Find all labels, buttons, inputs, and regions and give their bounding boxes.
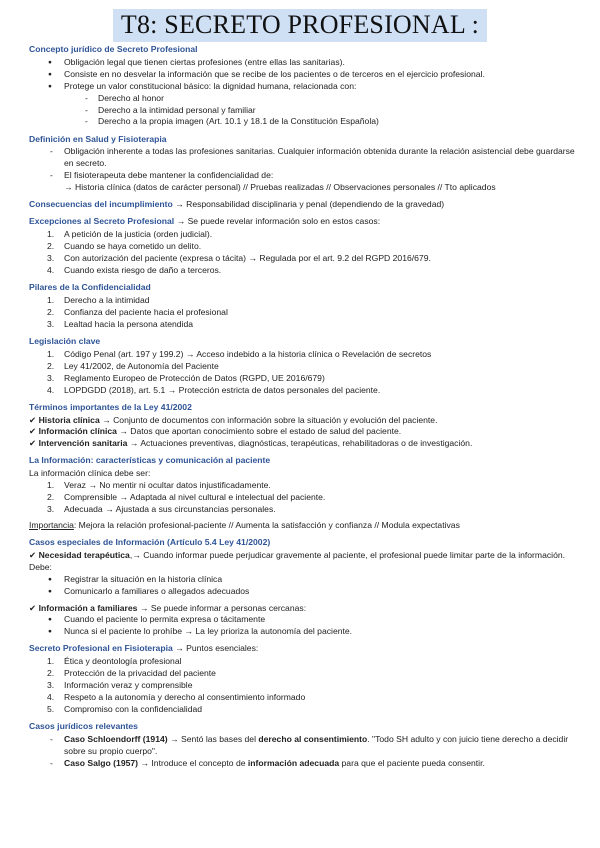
item-number: 2. (47, 306, 55, 317)
item-text: Protección de la privacidad del paciente (64, 668, 216, 679)
item-text: Con autorización del paciente (expresa o tácita) → Regulada por el art. 9.2 del RGPD 2016/679. (64, 253, 431, 264)
section-heading (29, 643, 575, 655)
case-label: ✔ Necesidad terapéutica (29, 549, 130, 560)
term-item (29, 438, 575, 450)
importance-label: Importancia (29, 519, 74, 530)
list-item: ● Comunicarlo a familiares o allegados adecuados (29, 586, 575, 598)
term-item (29, 415, 575, 427)
list-item (29, 758, 575, 770)
item-number: 3. (47, 318, 55, 329)
section-heading: Legislación clave (29, 335, 101, 346)
item-number: 1. (47, 480, 55, 491)
special-case (29, 603, 575, 615)
section-informacion (29, 455, 575, 531)
item-number: 4. (47, 384, 55, 395)
section-definicion (29, 134, 575, 195)
item-text: Ley 41/2002, de Autonomía del Paciente (64, 360, 219, 371)
item-text: A petición de la justicia (orden judicial). (64, 229, 213, 240)
item-number: 1. (47, 656, 55, 667)
list-item (29, 361, 575, 373)
term-text: → Actuaciones preventivas, diagnósticas, terapéuticas, rehabilitadoras o de investigación. (127, 438, 473, 449)
list-item: ● Registrar la situación en la historia clínica (29, 574, 575, 586)
bullet-list (29, 57, 575, 93)
list-item (29, 241, 575, 253)
bullet-list (29, 574, 575, 598)
dash-list (29, 146, 575, 194)
item-text: Compromiso con la confidencialidad (64, 704, 203, 714)
list-item: - Derecho a la propia imagen (Art. 10.1 y 18.1 de la Constitución Española) (29, 116, 575, 128)
list-item (29, 170, 575, 194)
dash-list (29, 734, 575, 770)
item-text: Comprensible → Adaptada al nivel cultural e intelectual del paciente. (64, 492, 326, 503)
list-item (29, 307, 575, 319)
item-text: Veraz → No mentir ni ocultar datos injustificadamente. (64, 480, 271, 491)
list-item (29, 253, 575, 265)
list-item: ● Consiste en no desvelar la información que se recibe de los pacientes o de terceros en el ejercicio profesional. (29, 69, 575, 81)
heading-rest: → Se puede revelar información solo en estos casos: (176, 216, 381, 227)
term-label: ✔ Historia clínica (29, 414, 100, 425)
list-item (29, 656, 575, 668)
term-text: → Conjunto de documentos con información sobre la situación y evolución del paciente. (99, 414, 438, 425)
item-text: Reglamento Europeo de Protección de Datos (RGPD, UE 2016/679) (64, 372, 325, 383)
list-item (29, 295, 575, 307)
term-label: ✔ Información clínica (29, 426, 117, 437)
heading-text: Consecuencias del incumplimiento (29, 199, 173, 210)
term-item (29, 426, 575, 438)
case-name: Caso Schloendorff (1914) (64, 734, 168, 744)
list-item (29, 492, 575, 504)
section-casos-especiales (29, 537, 575, 638)
numbered-list (29, 295, 575, 331)
term-label: ✔ Intervención sanitaria (29, 438, 128, 449)
section-heading (29, 216, 575, 228)
case-text: para que el paciente pueda consentir. (339, 757, 485, 768)
case-emphasis: derecho al consentimiento (258, 734, 368, 744)
numbered-list (29, 229, 575, 277)
list-item (29, 734, 575, 758)
item-text: Confianza del paciente hacia el profesional (64, 306, 228, 317)
item-text: Cuando exista riesgo de daño a terceros. (64, 264, 222, 275)
item-text: Cuando se haya cometido un delito. (64, 241, 202, 252)
case-name: Caso Salgo (1957) (64, 757, 139, 768)
list-item (29, 668, 575, 680)
importance-line (29, 520, 575, 532)
item-number: 2. (47, 360, 55, 371)
item-text: Derecho a la intimidad (64, 294, 150, 305)
list-item (29, 385, 575, 397)
item-number: 4. (47, 264, 55, 275)
numbered-list (29, 349, 575, 397)
item-text: Ética y deontología profesional (64, 656, 182, 667)
list-item: ● Obligación legal que tienen ciertas profesiones (entre ellas las sanitarias). (29, 57, 575, 69)
case-text: → Se puede informar a personas cercanas: (137, 602, 307, 613)
case-text: → Sentó las bases del (167, 734, 259, 744)
list-item: - Obligación inherente a todas las profesiones sanitarias. Cualquier información obtenida durante la relación asistencial debe guardarse en secreto. (29, 146, 575, 170)
item-number: 3. (47, 504, 55, 515)
case-text: ,→ Cuando informar puede perjudicar gravemente al paciente, el profesional puede limitar parte de la información. Debe: (29, 549, 566, 572)
special-case (29, 550, 575, 574)
numbered-list (29, 480, 575, 516)
section-heading: Definición en Salud y Fisioterapia (29, 133, 167, 144)
section-pilares (29, 282, 575, 331)
list-item: - Derecho al honor (29, 93, 575, 105)
term-text: → Datos que aportan conocimiento sobre el estado de salud del paciente. (116, 426, 402, 437)
heading-rest: → Responsabilidad disciplinaria y penal (dependiendo de la gravedad) (175, 199, 445, 210)
item-number: 4. (47, 692, 55, 703)
list-item: ● Protege un valor constitucional básico: la dignidad humana, relacionada con: (29, 81, 575, 93)
section-consecuencias (29, 199, 575, 211)
section-terminos (29, 402, 575, 451)
item-text: Código Penal (art. 197 y 199.2) → Acceso indebido a la historia clínica o Revelación de secretos (64, 348, 432, 359)
dash-list (29, 93, 575, 129)
section-concepto (29, 44, 575, 128)
item-text: Adecuada → Ajustada a sus circunstancias personales. (64, 504, 276, 515)
title-wrap (0, 9, 600, 42)
case-emphasis: información adecuada (247, 757, 340, 768)
section-heading: Pilares de la Confidencialidad (29, 282, 151, 293)
list-item (29, 704, 575, 716)
item-text: Respeto a la autonomía y derecho al consentimiento informado (64, 692, 306, 703)
list-item (29, 265, 575, 277)
item-number: 1. (47, 348, 55, 359)
list-item: ● Cuando el paciente lo permita expresa o tácitamente (29, 614, 575, 626)
item-number: 1. (47, 294, 55, 305)
section-excepciones (29, 216, 575, 277)
list-item (29, 680, 575, 692)
list-item (29, 373, 575, 385)
section-legislacion (29, 336, 575, 397)
item-number: 3. (47, 253, 55, 264)
list-item (29, 692, 575, 704)
case-text: . "Todo SH adulto y con juicio tiene derecho a decidir sobre su propio cuerpo". (64, 734, 569, 756)
numbered-list (29, 656, 575, 716)
item-number: 2. (47, 241, 55, 252)
heading-rest: → Puntos esenciales: (175, 643, 259, 654)
section-heading: Concepto jurídico de Secreto Profesional (29, 44, 198, 54)
document-content (29, 44, 575, 775)
heading-text: Secreto Profesional en Fisioterapia (29, 643, 173, 654)
page-title: T8: SECRETO PROFESIONAL : (113, 9, 487, 42)
importance-text: : Mejora la relación profesional-paciente // Aumenta la satisfacción y confianza // Modula expectativas (73, 519, 460, 530)
item-number: 2. (47, 492, 55, 503)
section-heading: Términos importantes de la Ley 41/2002 (29, 401, 192, 412)
item-number: 1. (47, 229, 55, 240)
list-item (29, 504, 575, 516)
section-heading: Casos especiales de Información (Artículo 5.4 Ley 41/2002) (29, 537, 271, 548)
intro-text: La información clínica debe ser: (29, 468, 151, 479)
list-item: - Derecho a la intimidad personal y familiar (29, 105, 575, 117)
heading-text: Excepciones al Secreto Profesional (29, 216, 175, 227)
list-item-text: - El fisioterapeuta debe mantener la confidencialidad de: (64, 170, 274, 181)
item-number: 2. (47, 668, 55, 679)
list-item (29, 349, 575, 361)
item-number: 3. (47, 372, 55, 383)
list-item (29, 319, 575, 331)
section-heading (29, 199, 575, 211)
case-text: → Introduce el concepto de (138, 757, 248, 768)
case-label: ✔ Información a familiares (29, 602, 138, 613)
item-text: LOPDGDD (2018), art. 5.1 → Protección estricta de datos personales del paciente. (64, 384, 381, 395)
list-item: ● Nunca si el paciente lo prohíbe → La ley prioriza la autonomía del paciente. (29, 626, 575, 638)
section-fisioterapia (29, 643, 575, 715)
section-casos-juridicos (29, 721, 575, 770)
list-item (29, 229, 575, 241)
item-number: 3. (47, 680, 55, 691)
list-item (29, 480, 575, 492)
item-number: 5. (47, 704, 55, 714)
section-heading: La Información: características y comunicación al paciente (29, 455, 271, 466)
item-text: Lealtad hacia la persona atendida (64, 318, 194, 329)
item-text: Información veraz y comprensible (64, 680, 193, 691)
section-heading: Casos jurídicos relevantes (29, 721, 138, 732)
list-item-subtext: → Historia clínica (datos de carácter personal) // Pruebas realizadas // Observaciones personales // Tto aplicados (64, 182, 496, 193)
bullet-list (29, 614, 575, 638)
